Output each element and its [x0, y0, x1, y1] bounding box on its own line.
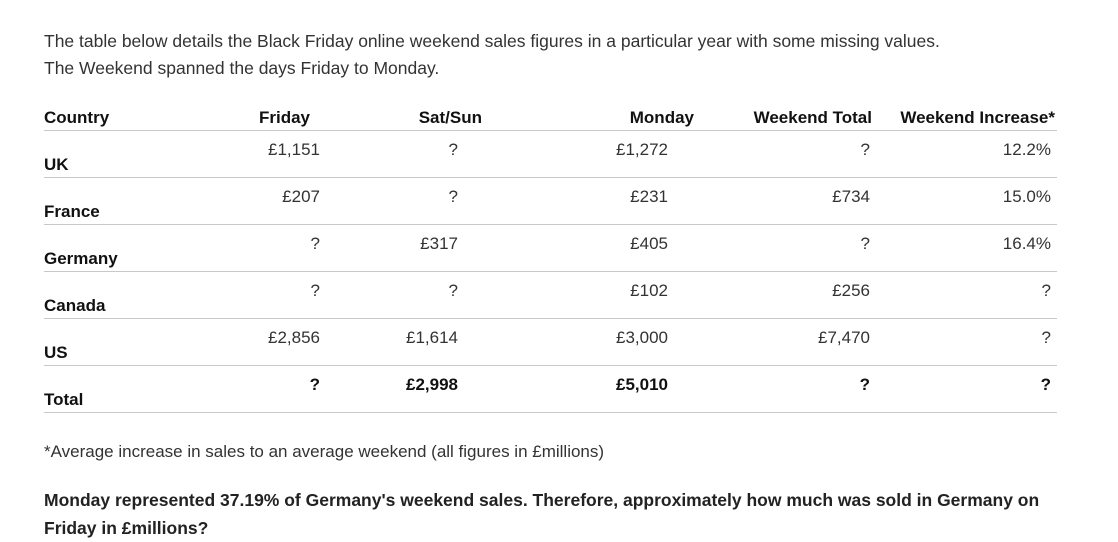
cell-country: Canada	[44, 272, 184, 319]
intro-text	[44, 28, 1074, 82]
cell-satsun: ?	[344, 272, 522, 319]
cell-friday: ?	[184, 366, 344, 413]
intro-line-1: The table below details the Black Friday online weekend sales figures in a particular year with some missing values.	[44, 31, 940, 51]
header-country: Country	[44, 108, 110, 127]
cell-weekend-total: £256	[698, 272, 878, 319]
cell-weekend-total: £7,470	[698, 319, 878, 366]
cell-monday: £5,010	[522, 366, 698, 413]
intro-line-2: The Weekend spanned the days Friday to Monday.	[44, 58, 440, 78]
table-row	[44, 225, 1057, 272]
cell-friday: £1,151	[184, 131, 344, 178]
cell-country: UK	[44, 131, 184, 178]
cell-weekend-total: ?	[698, 366, 878, 413]
cell-satsun: £317	[344, 225, 522, 272]
cell-country: France	[44, 178, 184, 225]
cell-friday: ?	[184, 225, 344, 272]
table-row	[44, 131, 1057, 178]
header-weekend-increase: Weekend Increase*	[900, 108, 1055, 127]
cell-weekend-increase: 16.4%	[878, 225, 1057, 272]
cell-monday: £231	[522, 178, 698, 225]
header-monday: Monday	[629, 108, 694, 127]
header-satsun: Sat/Sun	[418, 108, 482, 127]
cell-monday: £1,272	[522, 131, 698, 178]
sales-table	[44, 104, 1057, 413]
cell-satsun: ?	[344, 131, 522, 178]
footnote: *Average increase in sales to an average weekend (all figures in £millions)	[44, 442, 605, 461]
table-header-row	[44, 104, 1057, 131]
cell-country: Germany	[44, 225, 184, 272]
cell-weekend-total: ?	[698, 131, 878, 178]
cell-friday: £2,856	[184, 319, 344, 366]
cell-weekend-increase: 12.2%	[878, 131, 1057, 178]
cell-weekend-increase: ?	[878, 319, 1057, 366]
question-text: Monday represented 37.19% of Germany's weekend sales. Therefore, approximately how much was sold in Germany on Friday in £millions?	[44, 490, 1040, 538]
cell-satsun: ?	[344, 178, 522, 225]
cell-weekend-increase: ?	[878, 366, 1057, 413]
header-friday: Friday	[258, 108, 310, 127]
cell-monday: £3,000	[522, 319, 698, 366]
table-row	[44, 178, 1057, 225]
cell-monday: £102	[522, 272, 698, 319]
cell-weekend-total: ?	[698, 225, 878, 272]
cell-satsun: £2,998	[344, 366, 522, 413]
cell-satsun: £1,614	[344, 319, 522, 366]
cell-country: Total	[44, 366, 184, 413]
cell-country: US	[44, 319, 184, 366]
cell-weekend-total: £734	[698, 178, 878, 225]
header-weekend-total: Weekend Total	[753, 108, 872, 127]
table-row	[44, 319, 1057, 366]
cell-friday: ?	[184, 272, 344, 319]
cell-monday: £405	[522, 225, 698, 272]
table-row	[44, 272, 1057, 319]
cell-weekend-increase: 15.0%	[878, 178, 1057, 225]
cell-friday: £207	[184, 178, 344, 225]
table-total-row	[44, 366, 1057, 413]
cell-weekend-increase: ?	[878, 272, 1057, 319]
